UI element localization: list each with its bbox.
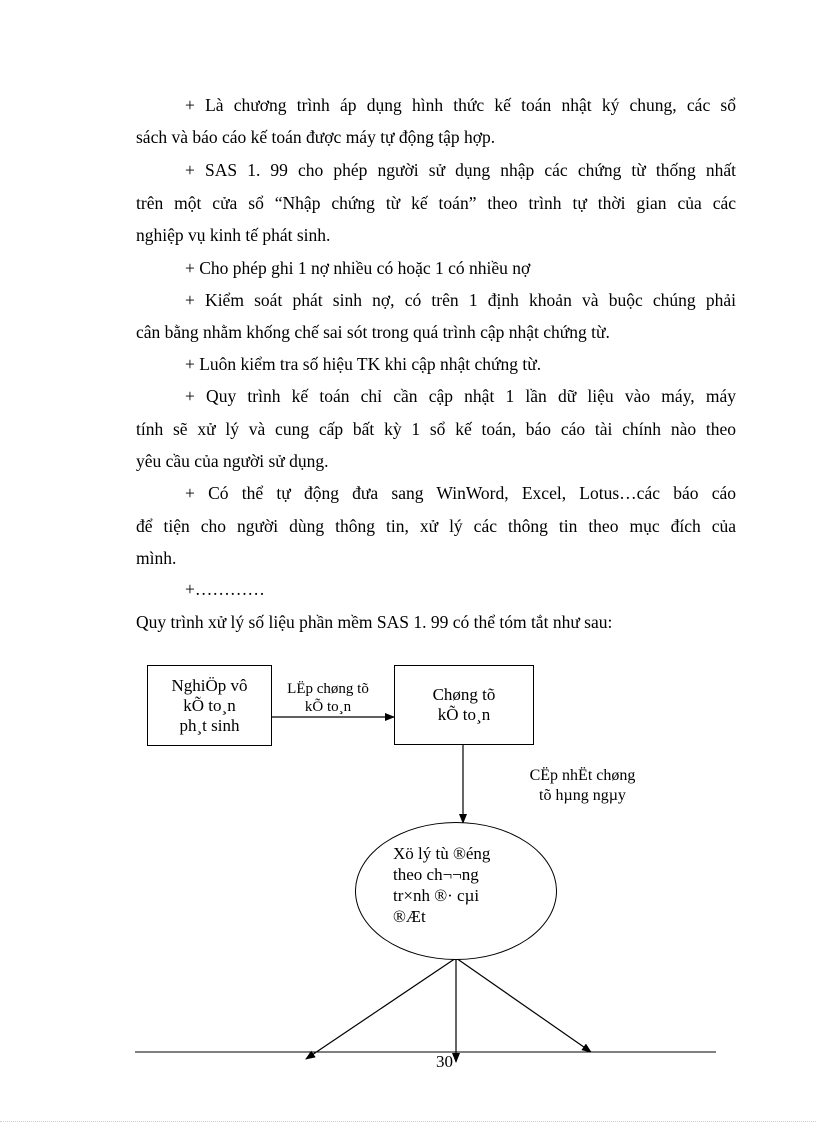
arrow-label-create-voucher: LËp chøng tõ kÕ to¸n — [287, 681, 369, 715]
paragraph-line: yêu cầu của người sử dụng. — [136, 451, 329, 471]
box-accounting-voucher: Chøng tõ kÕ to¸n — [394, 665, 534, 745]
box-business-transaction: NghiÖp vô kÕ to¸n ph¸t sinh — [147, 665, 272, 746]
paragraph-line: + Quy trình kế toán chỉ cần cập nhật 1 lần dữ liệu vào máy, máy — [185, 386, 736, 406]
paragraph-line: nghiệp vụ kinh tế phát sinh. — [136, 225, 331, 245]
page-number: 30 — [436, 1052, 453, 1071]
paragraph-line: +………… — [185, 579, 265, 599]
paragraph-line: + Kiểm soát phát sinh nợ, có trên 1 định khoản và buộc chúng phải — [185, 290, 736, 310]
paragraph-line: sách và báo cáo kế toán được máy tự động tập hợp. — [136, 127, 496, 147]
paragraph-line: + Cho phép ghi 1 nợ nhiều có hoặc 1 có nhiều nợ — [185, 258, 531, 278]
paragraph-line: + Có thể tự động đưa sang WinWord, Excel, Lotus…các báo cáo — [185, 483, 736, 503]
paragraph-line: + Là chương trình áp dụng hình thức kế toán nhật ký chung, các sổ — [185, 95, 736, 115]
paragraph-line: để tiện cho người dùng thông tin, xử lý các thông tin theo mục đích của — [136, 516, 736, 536]
paragraph-line: + Luôn kiểm tra số hiệu TK khi cập nhật chứng từ. — [185, 354, 542, 374]
arrow-output-left — [306, 958, 456, 1059]
paragraph-line: cân bằng nhằm khống chế sai sót trong quá trình cập nhật chứng từ. — [136, 322, 610, 342]
paragraph-line: + SAS 1. 99 cho phép người sử dụng nhập các chứng từ thống nhất — [185, 160, 736, 180]
arrow-label-daily-update: CËp nhËt chøng tõ hµng ngµy — [529, 767, 636, 804]
diagram-intro: Quy trình xử lý số liệu phần mềm SAS 1. 99 có thể tóm tắt như sau: — [136, 612, 613, 632]
process-oval-text: Xö lý tù ®éng theo ch¬¬ng tr×nh ®· cµi ®Æt — [393, 844, 491, 926]
page-edge-divider — [0, 1121, 816, 1122]
paragraph-line: mình. — [136, 548, 177, 568]
paragraph-line: trên một cửa sổ “Nhập chứng từ kế toán” theo trình tự thời gian của các — [136, 193, 736, 213]
paragraph-line: tính sẽ xử lý và cung cấp bất kỳ 1 sổ kế toán, báo cáo tài chính nào theo — [136, 419, 736, 439]
arrow-output-right — [456, 958, 591, 1052]
